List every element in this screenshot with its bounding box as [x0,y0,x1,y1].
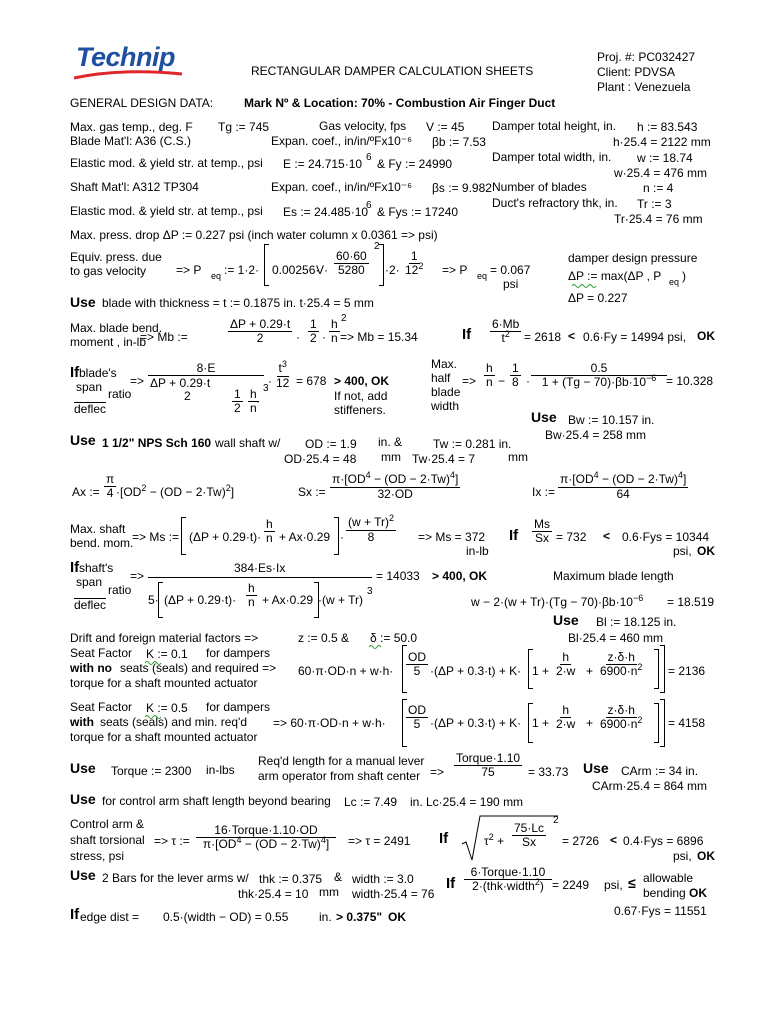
ms-expr-1: (ΔP + 0.29·t)· [189,530,262,544]
defl-dot: · [256,394,260,408]
od-over-5: $\frac{OD}{5}$ [408,650,426,678]
edge-dist-expr: 0.5·(width − OD) = 0.55 [163,910,289,924]
squiggle-icon-4 [369,644,383,649]
span-label: span [76,380,103,394]
es-value: Es := 24.485·10 [283,205,369,219]
seat-factor-label: Seat Factor [70,646,133,660]
project-number: Proj. #: PC032427 [597,50,696,64]
od-value: OD := 1.9 [305,437,357,451]
mb-stress-fraction: $\frac{6\cdot Mb}{t^2}$ [492,317,520,345]
torque-no-seals-value: = 2136 [668,664,706,678]
allowable-label: allowable [643,871,694,885]
half-width-dot: · [526,374,530,388]
ok-label-4: OK [689,886,707,900]
logo-swoosh-icon [72,70,184,80]
mark-location: Mark Nº & Location: 70% - Combustion Air Finger Duct [244,96,556,110]
span-label-2: span [76,575,103,589]
torque-expr-start-2: => 60·π·OD·n + w·h· [273,716,386,730]
refractory-thk-label: Duct's refractory thk, in. [492,196,618,210]
with-label: with [70,715,94,729]
defl-fraction: 8·E ΔP + 0.29·t 2 [148,362,264,406]
bracket-right [379,244,384,286]
peq-result-unit: psi [503,277,519,291]
thk-mm-unit: mm [319,885,339,899]
use-label-4: Use [553,612,579,628]
edge-dist-unit: in. [319,910,332,924]
one-plus-2: 1 + [532,716,550,730]
beta-b-value: βb := 7.53 [432,135,486,149]
e-value: E := 24.715·10 [283,157,363,171]
defl-half: $\frac{1}{2}$ [234,387,241,415]
blade-thickness: blade with thickness = t := 0.1875 in. t·25.4 = 5 mm [102,296,374,310]
if-label-5: If [439,830,449,847]
shaft-defl-value: = 14033 [376,569,420,583]
shaft-defl-bar [148,577,372,578]
with-no-label: with no [70,661,112,675]
le-sign: ≤ [628,875,636,891]
lever-bars-label: 2 Bars for the lever arms w/ [102,871,249,885]
shaft-defl-num: 384·Es·Ix [234,561,286,575]
lt-sign: < [568,329,576,343]
seals-min-label: seats (seals) and min. req'd [100,715,248,729]
shaft-material: Shaft Mat'l: A312 TP304 [70,180,199,194]
mb-dot: · [296,330,300,344]
equiv-press-label-2: to gas velocity [70,264,147,278]
ms-dot: · [340,530,344,544]
h-over-2w: $\frac{h}{2\cdot w}$ [556,650,576,678]
allowable-fy: 0.6·Fy = 14994 psi, [583,330,687,344]
lever-length-label-2: arm operator from shaft center [258,769,421,783]
design-pressure-label: damper design pressure [568,251,698,265]
peq-times2: ·2· [385,263,400,277]
one-plus: 1 + [532,664,550,678]
if-label-7: If [70,906,80,923]
edge-dist-check: > 0.375" [336,910,383,924]
ax-expr: $\cdot[OD^2 - (OD - 2\cdot Tw)^2]$ [116,483,235,499]
max-blade-length-expr: $w - 2\cdot(w + Tr)\cdot(Tg - 70)\cdot\beta b\cdot 10^{-6}$ [471,593,644,609]
damper-width-label: Damper total width, in. [492,150,612,164]
for-dampers-label: for dampers [206,646,271,660]
bending-value: = 2249 [552,878,590,892]
allowable-067fys: 0.67·Fys = 11551 [614,904,707,918]
ratio-label: ratio [108,387,132,401]
lever-fraction: Torque·1.10 75 [456,751,521,779]
torque-value: Torque := 2300 [111,764,192,778]
z-delta-h-fraction-2: $\frac{z\cdot\delta\cdot h}{6900\cdot n^2}$ [600,703,643,731]
tr-mm-value: Tr·25.4 = 76 mm [614,212,703,226]
z-delta-h-fraction: $\frac{z\cdot\delta\cdot h}{6900\cdot n^2}$ [600,650,643,678]
h-over-2w-2: $\frac{h}{2\cdot w}$ [556,703,576,731]
blade-label: blade [431,385,461,399]
defl-check: > 400, OK [334,374,390,388]
seals-required-label: seats (seals) and required => [120,661,277,675]
plus-sign: + [586,664,594,678]
blade-material: Blade Mat'l: A36 (C.S.) [70,134,192,148]
ix-fraction: $\frac{\pi\cdot[OD^4 - (OD - 2\cdot Tw)^4]}{64}$ [560,470,687,501]
bending-label: bending [643,886,686,900]
v-value: V := 45 [426,120,465,134]
max-press-drop: Max. press. drop ΔP := 0.227 psi (inch water column x 0.0361 => psi) [70,228,438,242]
wall-shaft-label: wall shaft w/ [215,436,281,450]
allowable-04fys: 0.4·Fys = 6896 [623,834,704,848]
allowable-fys: 0.6·Fys = 10344 [622,530,710,544]
lt-sign-2: < [603,529,611,543]
peq-result-arrow: => P [442,263,468,277]
peq-fraction: $\frac{60\cdot 60}{5280}$ [336,249,367,277]
max-label: Max. [431,357,458,371]
pi-over-4: $\frac{\pi}{4}$ [106,472,115,500]
tau-squared: $\tau^2$ + [484,832,505,848]
thk-value: thk := 0.375 [259,872,323,886]
lc-value: Lc := 7.49 [344,795,398,809]
shaft-expan-coef-label: Expan. coef., in/in/ºFx10⁻⁶ [271,180,413,194]
k-value-2: K := 0.5 [146,701,188,715]
technip-logo: Technip [76,42,176,72]
combined-stress-value: = 2726 [562,834,600,848]
od-mm-unit: mm [381,450,401,464]
peq-v: V· [316,263,328,277]
width-value: width := 3.0 [352,872,414,886]
od-mm-value: OD·25.4 = 48 [284,452,357,466]
ms-stress-value: = 732 [556,530,587,544]
ms-bracket-left [181,517,186,555]
peq-result-sub: eq [477,271,488,281]
h-value: h := 83.543 [637,120,698,134]
deflec-label: deflec [74,402,107,416]
peq-square: 2 [374,241,380,252]
use-label-6: Use [583,760,609,776]
ok-label-3: OK [697,849,715,863]
max-shaft-label-1: Max. shaft [70,522,126,536]
torque-paren-right-2 [654,703,659,743]
tau-arrow: => τ := [154,834,190,848]
od-over-5-2: $\frac{OD}{5}$ [408,703,426,731]
mb-arrow: => Mb := [140,330,188,344]
ratio-label-2: ratio [108,583,132,597]
sx-label: Sx := [298,485,326,499]
blade-expan-coef-label: Expan. coef., in/in/ºFx10⁻⁶ [271,134,413,148]
tg-value: Tg := 745 [218,120,270,134]
mb-h-over-n: $\frac{h}{n}$ [331,317,338,345]
general-design-data-heading: GENERAL DESIGN DATA: [70,96,214,110]
ms-arrow: => Ms := [132,530,180,544]
torque-expr-mid-2: ·(ΔP + 0.3·t) + K· [430,716,522,730]
if-label-4: If [70,559,80,576]
max-blade-bend-label-2: moment , in-lb [70,335,147,349]
shaft-spec: 1 1/2" NPS Sch 160 [102,436,212,450]
ms-value: => Ms = 372 [418,530,486,544]
max-shaft-label-2: bend. mom. [70,536,134,550]
peq-arrow: => P [176,263,202,277]
if-label: If [462,326,472,343]
defl-value: = 678 [296,374,327,388]
dp-max-expr: ΔP := max(ΔP , P [568,269,662,283]
bw-value: Bw := 10.157 in. [568,413,655,427]
psi-label-2: psi, [673,849,692,863]
blades-label: blade's [79,366,117,380]
defl-dot-2: · [268,374,272,388]
w-value: w := 18.74 [637,151,693,165]
ok-label: OK [697,329,715,343]
squiggle-icon-2 [145,660,163,665]
torque-expr-mid: ·(ΔP + 0.3·t) + K· [430,664,522,678]
torque-expr-start: 60·π·OD·n + w·h· [298,664,394,678]
ok-label-5: OK [388,910,406,924]
use-label-3: Use [70,432,96,448]
control-arm-label-3: stress, psi [70,849,125,863]
mb-dot-2: · [322,330,326,344]
max-gas-temp-label: Max. gas temp., deg. F [70,120,193,134]
lc-sx-squared: 2 [553,815,559,826]
control-arm-label-1: Control arm & [70,817,145,831]
half-width-fraction: $\frac{0.5}{1 + (Tg - 70)\cdot\beta b\cdot 10^{-6}}$ [531,362,667,390]
e-exponent: 6 [366,152,372,163]
defl-t3: $\frac{t^3}{12}$ [276,359,290,390]
width-mm-value: width·25.4 = 76 [352,887,435,901]
if-label-3: If [509,527,519,544]
max-blade-length-label: Maximum blade length [553,569,674,583]
max-blade-bend-label-1: Max. blade bend. [70,321,163,335]
use-label-2: Use [531,409,557,425]
bl-value: Bl := 18.125 in. [596,615,677,629]
shaft-defl-h-over-n: $\frac{h}{n}$ [248,581,255,609]
bending-fraction: 6·Torque·1.10 2·(thk·width$^2$) [464,866,552,894]
use-label-5: Use [70,760,96,776]
shaft-defl-expr: (ΔP + 0.29·t)· [164,593,237,607]
mb-square: 2 [341,313,347,324]
use-label: Use [70,294,96,310]
od-unit: in. & [378,435,403,449]
add-stiffeners-1: If not, add [334,389,388,403]
thk-mm-value: thk·25.4 = 10 [238,887,309,901]
ax-label: Ax := [72,485,100,499]
ms-expr-2: + Ax·0.29 [279,530,331,544]
dp-max-sub: eq [669,277,680,287]
and-sign: & [334,870,343,884]
control-arm-label-2: shaft torsional [70,833,145,847]
tw-mm-value: Tw·25.4 = 7 [412,452,476,466]
tau-value: => τ = 2491 [348,834,411,848]
tr-value: Tr := 3 [637,197,672,211]
lever-value: = 33.73 [528,765,569,779]
if-label-2: If [70,364,80,381]
gas-velocity-label: Gas velocity, fps [319,119,407,133]
minus: − [498,374,506,388]
width-label: width [431,399,460,413]
mb-half: $\frac{1}{2}$ [310,317,317,345]
mb-fraction: $\frac{\Delta P + 0.29\cdot t}{2}$ [230,317,291,345]
ok-label-2: OK [697,544,715,558]
client-name: Client: PDVSA [597,65,676,79]
damper-height-label: Damper total height, in. [492,119,617,133]
elastic-mod-label: Elastic mod. & yield str. at temp., psi [70,156,263,170]
use-label-7: Use [70,791,96,807]
page-title: RECTANGULAR DAMPER CALCULATION SHEETS [251,64,534,78]
squiggle-icon [572,283,598,288]
use-label-8: Use [70,867,96,883]
squiggle-icon-3 [145,714,163,719]
seat-factor-label-2: Seat Factor [70,700,133,714]
shaft-defl-expr-2: + Ax·0.29 [262,593,314,607]
half-label: half [431,371,451,385]
lever-arrow: => [430,765,445,779]
control-arm-shaft-label: for control arm shaft length beyond bearing [102,794,331,808]
carm-value: CArm := 34 in. [621,764,699,778]
mb-value: => Mb = 15.34 [340,330,418,344]
beta-s-value: βs := 9.982 [432,181,492,195]
defl-h-over-n: $\frac{h}{n}$ [250,387,257,415]
ms-fraction: $\frac{(w + Tr)^2}{8}$ [348,513,395,544]
shafts-label: shaft's [79,561,114,575]
shaft-defl-bracket-left [158,582,163,618]
peq-sub: eq [211,271,222,281]
k-value: K := 0.1 [146,647,188,661]
shaft-defl-5: 5· [148,593,159,607]
defl-arrow: => [130,374,145,388]
torque-paren-right [654,649,659,689]
max-blade-length-value: = 18.519 [667,595,715,609]
ms-sx-fraction: $\frac{Ms}{Sx}$ [534,517,550,545]
peq-coef: 0.00256· [272,263,320,277]
lever-length-label-1: Req'd length for a manual lever [258,754,425,768]
tau-fraction: 16·Torque·1.10·OD $\pi\cdot[OD^4 - (OD - 2\cdot Tw)^4]$ [196,824,336,852]
shaft-defl-expr-3: ·(w + Tr) [318,593,363,607]
half-width-arrow: => [462,374,477,388]
half-width-value: = 10.328 [666,374,714,388]
peq-result-value: = 0.067 [490,263,531,277]
for-dampers-label-2: for dampers [206,700,271,714]
torque-seals-value: = 4158 [668,716,706,730]
torque-bracket-right [660,645,665,693]
psi-label: psi, [673,544,692,558]
torque-shaft-label: torque for a shaft mounted actuator [70,676,258,690]
shaft-elastic-mod-label: Elastic mod. & yield str. at temp., psi [70,204,263,218]
lt-sign-3: < [610,833,618,847]
edge-dist-label: edge dist = [80,910,140,924]
number-of-blades-label: Number of blades [492,180,587,194]
add-stiffeners-2: stiffeners. [334,403,386,417]
peq-expr-start: := 1·2· [224,263,260,277]
psi-label-3: psi, [604,878,623,892]
sx-fraction: $\frac{\pi\cdot[OD^4 - (OD - 2\cdot Tw)^4]}{32\cdot OD}$ [332,470,459,501]
torque-shaft-label-2: torque for a shaft mounted actuator [70,730,258,744]
ms-unit: in-lb [466,544,489,558]
w-mm-value: w·25.4 = 476 mm [614,166,708,180]
dp-max-close: ) [682,269,686,283]
torque-unit: in-lbs [206,763,235,777]
lc-sx-fraction: $\frac{75\cdot Lc}{Sx}$ [514,821,545,849]
shaft-defl-check: > 400, OK [432,569,488,583]
ms-bracket-right [334,517,339,555]
shaft-defl-arrow: => [130,569,145,583]
fys-value: & Fys := 17240 [377,205,459,219]
bl-mm-value: Bl·25.4 = 460 mm [568,631,664,645]
torque-bracket-right-2 [660,699,665,747]
one-eighth: $\frac{1}{8}$ [512,361,519,389]
tw-value: Tw := 0.281 in. [433,437,512,451]
es-exponent: 6 [366,200,372,211]
defl-cube: 3 [263,383,269,394]
ms-h-over-n: $\frac{h}{n}$ [266,517,273,545]
lc-mm-value: in. Lc·25.4 = 190 mm [410,795,524,809]
n-value: n := 4 [643,181,674,195]
plus-sign-2: + [586,716,594,730]
tw-mm-unit: mm [508,450,528,464]
drift-label: Drift and foreign material factors => [70,631,259,645]
ix-label: Ix := [532,485,556,499]
peq-fraction-2: $\frac{1}{12^2}$ [405,249,424,277]
bracket-left [264,244,269,286]
plant-name: Plant : Venezuela [597,80,691,94]
h-mm-value: h·25.4 = 2122 mm [613,135,711,149]
deflec-label-2: deflec [74,598,107,612]
dp-value: ΔP = 0.227 [568,291,628,305]
carm-mm-value: CArm·25.4 = 864 mm [592,779,708,793]
half-width-h-over-n: $\frac{h}{n}$ [486,361,493,389]
equiv-press-label-1: Equiv. press. due [70,250,162,264]
mb-stress-value: = 2618 [524,330,562,344]
bw-mm-value: Bw·25.4 = 258 mm [545,428,647,442]
fy-value: & Fy := 24990 [377,157,453,171]
delta-value: δ := 50.0 [370,631,418,645]
z-value: z := 0.5 & [298,631,350,645]
if-label-6: If [446,875,456,892]
shaft-defl-cube: 3 [367,586,373,597]
